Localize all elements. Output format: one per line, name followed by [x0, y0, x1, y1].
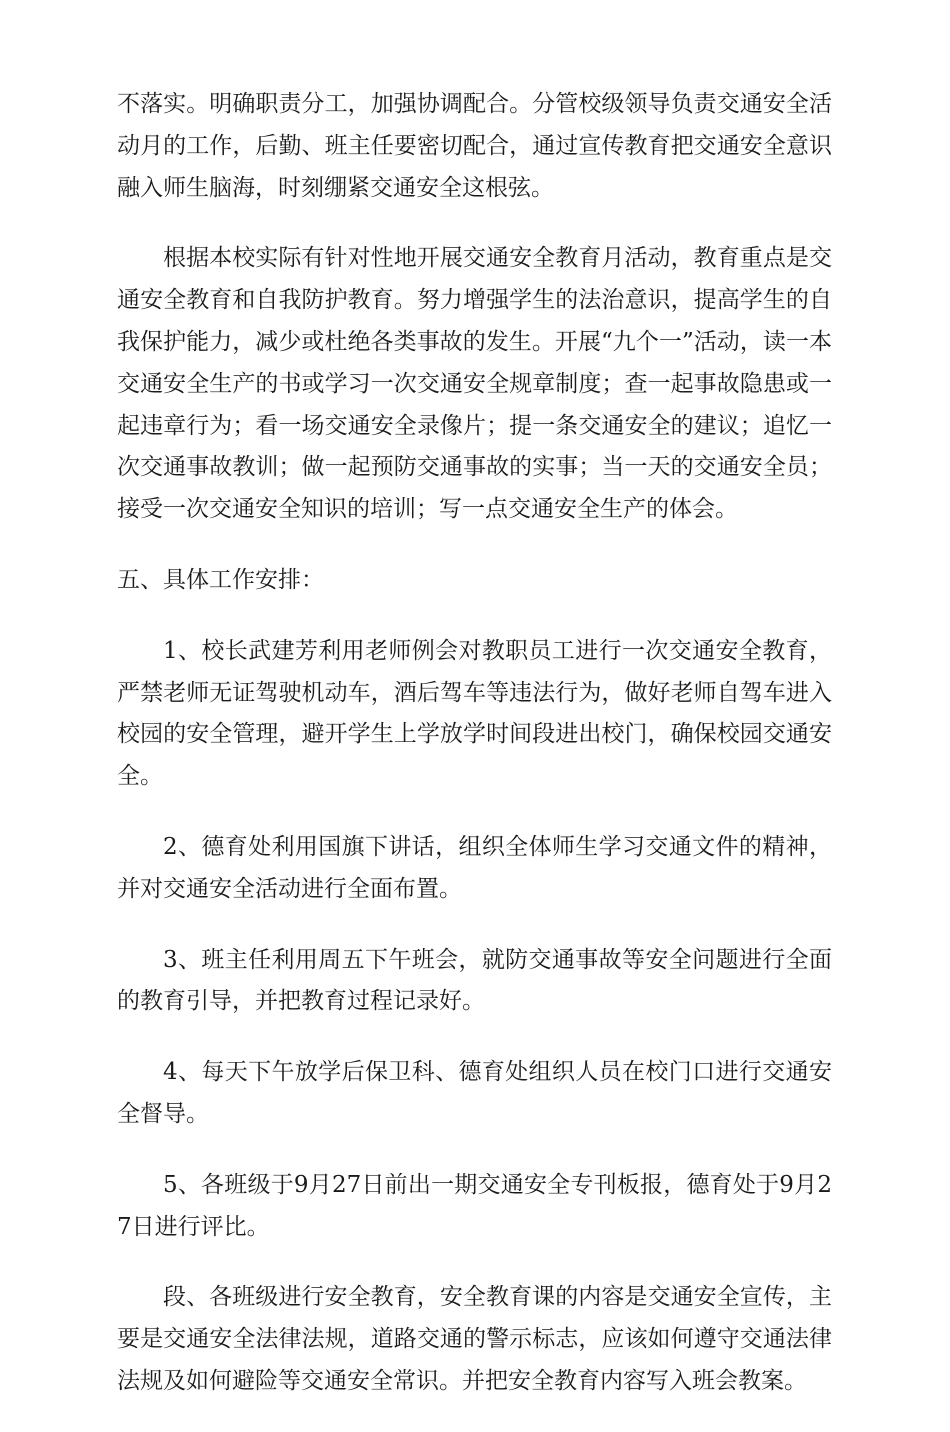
paragraph-activities: 根据本校实际有针对性地开展交通安全教育月活动，教育重点是交通安全教育和自我防护教育。努力增强学生的法治意识，提高学生的自我保护能力，减少或杜绝各类事故的发生。开展“九个一”活动，读一本交通安全生产的书或学习一次交通安全规章制度；查一起事故隐患或一起违章行为；看一场交通安全录像片；提一条交通安全的建议；追忆一次交通事故教训；做一起预防交通事故的实事；当一天的交通安全员；接受一次交通安全知识的培训；写一点交通安全生产的体会。 — [117, 245, 832, 523]
list-item-5: 5、各班级于9月27日前出一期交通安全专刊板报，德育处于9月27日进行评比。 — [117, 1171, 832, 1240]
list-item-2: 2、德育处利用国旗下讲话，组织全体师生学习交通文件的精神，并对交通安全活动进行全面布置。 — [117, 833, 832, 902]
list-item-4: 4、每天下午放学后保卫科、德育处组织人员在校门口进行交通安全督导。 — [117, 1059, 832, 1127]
section-heading-work-arrangement: 五、具体工作安排： — [117, 566, 324, 593]
document-body — [117, 84, 832, 1432]
paragraph-responsibilities: 不落实。明确职责分工，加强协调配合。分管校级领导负责交通安全活动月的工作，后勤、班主任要密切配合，通过宣传教育把交通安全意识融入师生脑海，时刻绷紧交通安全这根弦。 — [117, 91, 832, 201]
list-item-1: 1、校长武建芳利用老师例会对教职员工进行一次交通安全教育，严禁老师无证驾驶机动车，酒后驾车等违法行为，做好老师自驾车进入校园的安全管理，避开学生上学放学时间段进出校门，确保校园交通安全。 — [117, 637, 832, 790]
list-item-3: 3、班主任利用周五下午班会，就防交通事故等安全问题进行全面的教育引导，并把教育过程记录好。 — [117, 946, 832, 1015]
list-item-6: 段、各班级进行安全教育，安全教育课的内容是交通安全宣传，主要是交通安全法律法规，道路交通的警示标志，应该如何遵守交通法律法规及如何避险等交通安全常识。并把安全教育内容写入班会教案。 — [117, 1284, 832, 1394]
